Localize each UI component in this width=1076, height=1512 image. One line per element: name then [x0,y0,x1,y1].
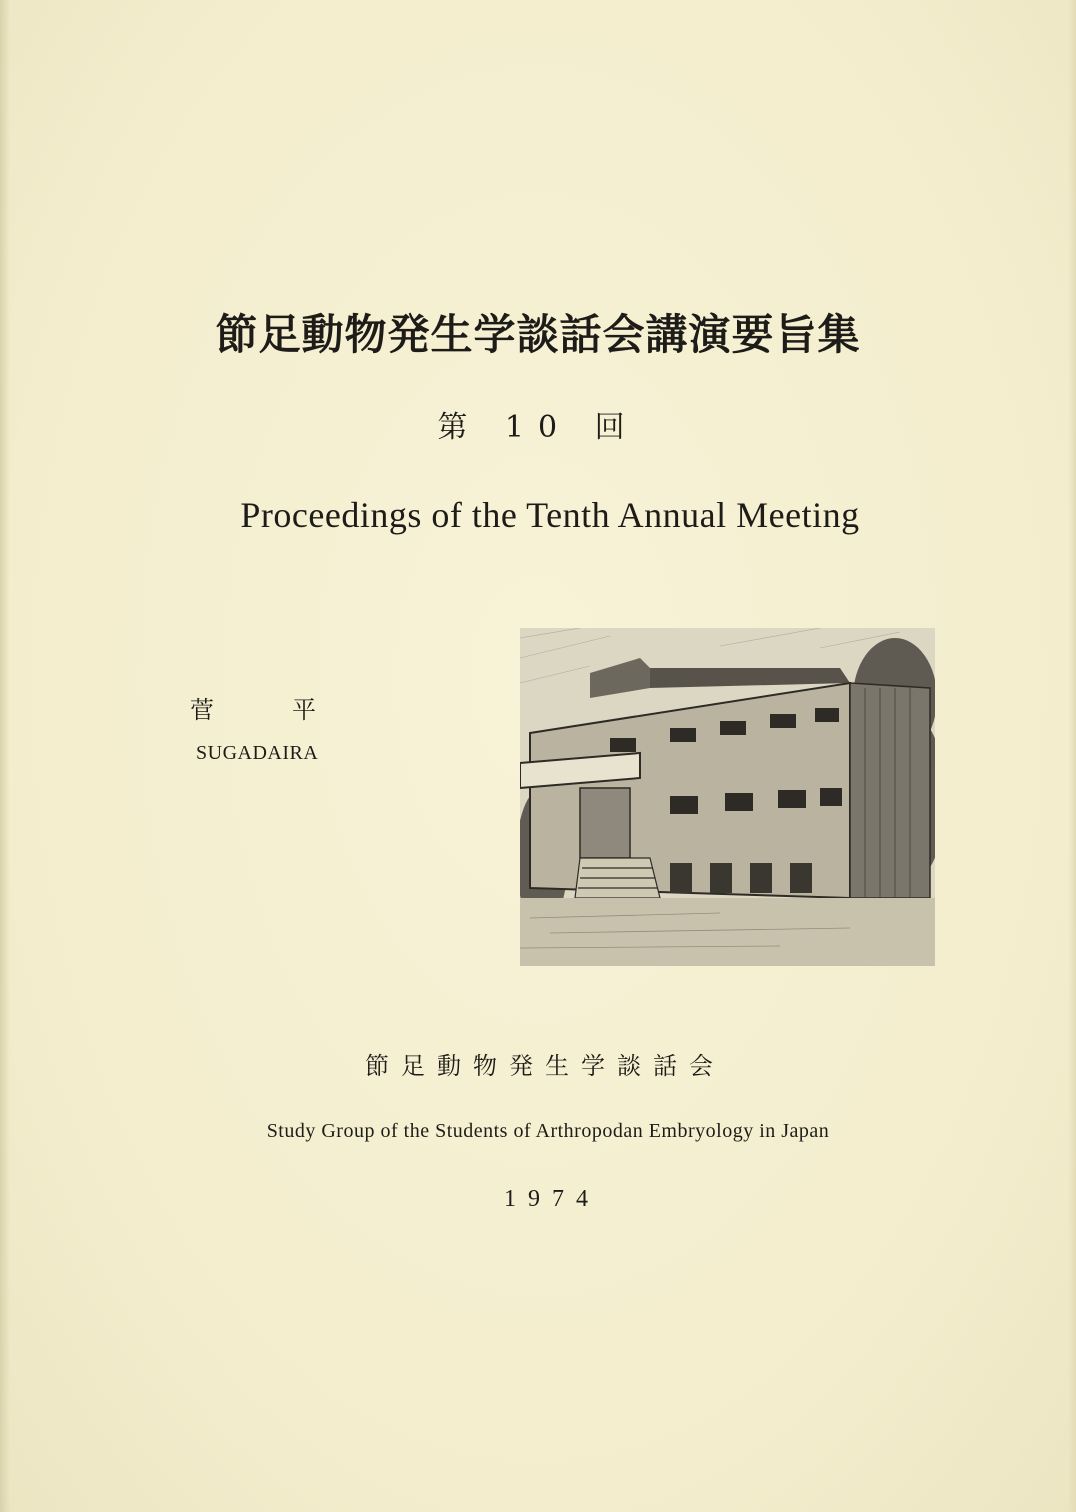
edition-number: 第 10 回 [437,410,639,445]
organization-name-japanese: 節足動物発生学談話会 [365,1052,725,1080]
paper-edge-left [0,0,10,1512]
organization-name-english: Study Group of the Students of Arthropodan Embryology in Japan [266,1120,830,1142]
paper-edge-right [1068,0,1076,1512]
english-title: Proceedings of the Tenth Annual Meeting [240,495,860,535]
publication-year: 1974 [504,1186,600,1212]
place-name-japanese: 菅平 [190,696,394,724]
place-name-english: SUGADAIRA [196,742,319,764]
japanese-title: 節足動物発生学談話会講演要旨集 [215,310,861,359]
building-sketch-illustration [520,628,935,966]
